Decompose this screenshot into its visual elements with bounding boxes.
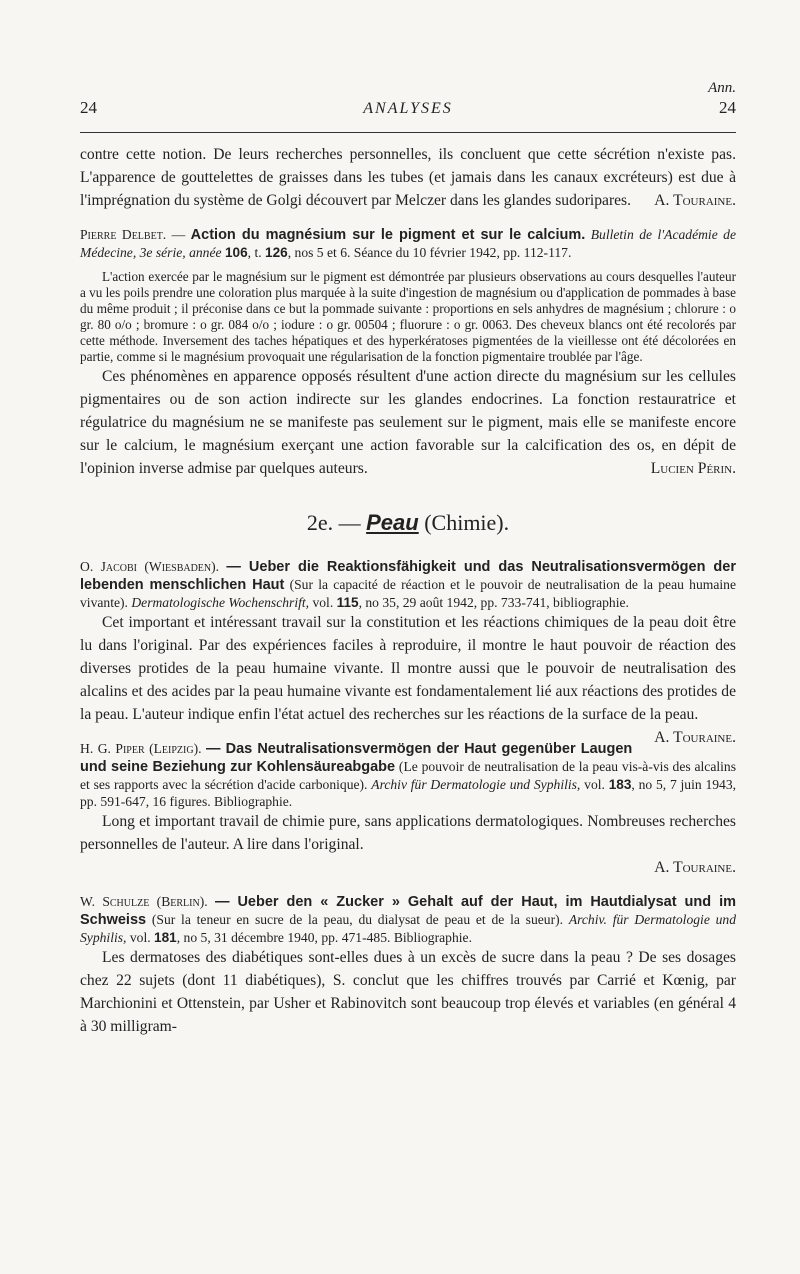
section-subtitle: (Chimie).: [424, 510, 510, 535]
article5-french-title: (Sur la teneur en sucre de la peau, du dialysat de peau et de la sueur).: [151, 912, 564, 927]
article5-citation-rest: , no 5, 31 décembre 1940, pp. 471-485. Bibliographie.: [176, 930, 472, 945]
article5-title: — Ueber den « Zucker » Gehalt auf der Haut, im Hautdialysat und im Schweiss: [80, 894, 736, 928]
article1-body: contre cette notion. De leurs recherches personnelles, ils concluent que cette sécrétion n'existe pas. L'apparence de gouttelettes de graisses dans les tubes (et jamais dans les canaux excréteurs) est due à l'imprégnation du système de Golgi découvert par Melczer dans les glandes sudoripares.: [80, 146, 736, 209]
article3-signature: A. Touraine.: [654, 729, 736, 746]
running-header: [80, 98, 736, 122]
article4-body-text: Long et important travail de chimie pure, sans applications dermatologiques. Nombreuses recherches personnelles de l'auteur. A lire dans l'original.: [80, 813, 736, 853]
article4-citation-rest: , no 5, 7 juin 1943, pp. 591-647, 16 figures. Bibliographie.: [80, 777, 737, 809]
article5-heading: [80, 893, 736, 946]
article5-volume: 181: [154, 930, 177, 945]
page-content: [80, 143, 736, 1038]
article3-volume: 115: [336, 595, 359, 610]
article2-tome: 126: [265, 245, 288, 260]
article5-author: W. Schulze (Berlin).: [80, 894, 208, 909]
page-number-right: 24: [719, 98, 736, 117]
article3-body-text: [80, 611, 736, 746]
article3-author: O. Jacobi (Wiesbaden).: [80, 559, 220, 574]
margin-annotation: Ann.: [708, 80, 736, 96]
running-title: ANALYSES: [363, 100, 453, 117]
header-rule: [80, 132, 736, 133]
section-heading: [80, 510, 736, 536]
article5-body-text: Les dermatoses des diabétiques sont-elles dues à un excès de sucre dans la peau ? De ses dosages chez 22 sujets (dont 11 diabétiques), S. conclut que les chiffres trouvés par Carrié et Kœnig, par Marchionini et Ottenstein, par Usher et Rabinovitch sont beaucoup trop élevés et variables (en général 4 à 30 milligram-: [80, 949, 736, 1035]
article2-tome-label: , t.: [247, 245, 262, 260]
article3-body: Cet important et intéressant travail sur la constitution et les réactions chimiques de la peau doit être lu dans l'original. Par des expériences faciles à reproduire, il montre le haut pouvoir de réaction des diverses protides de la peau humaine vivante. Il montre aussi que le pouvoir de neutralisation des alcalins et des acides par la peau humaine vivante est fondamentalement lié aux réactions des protides de la peau. L'auteur indique enfin l'état actuel des recherches sur les réactions de la surface de la peau.: [80, 614, 736, 723]
article2-signature: Lucien Périn.: [650, 460, 736, 477]
article3-vol-label: vol.: [312, 595, 334, 610]
article3-title: — Ueber die Reaktionsfähigkeit und das Neutralisationsvermögen der lebenden menschlichen Haut: [80, 559, 736, 593]
article2-author: Pierre Delbet.: [80, 227, 167, 242]
article3-french-title: (Sur la capacité de réaction et le pouvoir de neutralisation de la peau humaine vivante).: [80, 577, 736, 610]
section-label: Peau: [366, 510, 419, 535]
article3-journal: Dermatologische Wochenschrift,: [131, 595, 310, 610]
article4-volume: 183: [608, 777, 632, 792]
article4-title: — Das Neutralisationsvermögen der Haut gegenüber Laugen und seine Beziehung zur Kohlensäureabgabe: [80, 741, 633, 775]
article3-heading: [80, 558, 736, 611]
article3-citation-rest: , no 35, 29 août 1942, pp. 733-741, bibliographie.: [358, 595, 629, 610]
page-number-left: 24: [80, 98, 97, 117]
article4-journal: Archiv für Dermatologie und Syphilis,: [371, 777, 581, 792]
article4-heading: [80, 740, 736, 810]
article1-signature: A. Touraine.: [654, 192, 736, 209]
article1-text: [80, 143, 736, 212]
article5-journal: Archiv. für Dermatologie und Syphilis,: [80, 912, 737, 945]
article4-author: H. G. Piper (Leipzig).: [80, 741, 202, 756]
article2-heading: Pierre Delbet. — Action du magnésium sur le pigment et sur le calcium. Bulletin de l'Académie de Médecine, 3e série, année 106, t. 126, nos 5 et 6. Séance du 10 février 1942, pp. 112-117.: [80, 227, 736, 260]
article2-title: Action du magnésium sur le pigment et sur le calcium.: [190, 227, 586, 243]
article2-citation: Bulletin de l'Académie de Médecine, 3e série, année: [80, 227, 736, 260]
article2-citation-rest: , nos 5 et 6. Séance du 10 février 1942, pp. 112-117.: [287, 245, 572, 260]
article4-signature: A. Touraine.: [654, 859, 736, 876]
article2-year-volume: 106: [224, 245, 248, 260]
article5-vol-label: vol.: [129, 930, 151, 945]
article2-small-text: L'action exercée par le magnésium sur le pigment est démontrée par plusieurs observations au cours desquelles l'auteur a vu les poils prendre une coloration plus marquée à la suite d'ingestion de magnésium ou d'application de pommades à base du même produit ; il préconise dans ce but la pommade suivante : proportions en sels anhydres de magnésium ; chlorure : o gr. 80 o/o ; bromure : o gr. 084 o/o ; iodure : o gr. 00504 ; fluorure : o gr. 0063. Des cheveux blancs ont été recolorés par cette méthode. Inversement des taches hépatiques et des hyperkératoses pigmentées de la vieillesse ont été décolorées en partie, comme si le magnésium provoquait une régularisation de la fonction pigmentaire troublée par l'âge.: [80, 269, 736, 364]
article4-french-title: (Le pouvoir de neutralisation de la peau vis-à-vis des alcalins et ses rapports avec la sécrétion d'acide carbonique).: [80, 759, 737, 792]
article2-body: Ces phénomènes en apparence opposés résultent d'une action directe du magnésium sur les cellules pigmentaires ou de son action indirecte sur les glandes endocrines. La fonction restauratrice et régulatrice du magnésium ne se manifeste pas seulement sur le pigment, mais elle se manifeste encore sur le calcium, le magnésium exerçant une action favorable sur la calcification des os, en dépit de l'opinion inverse admise par quelques auteurs.: [80, 368, 736, 477]
article4-vol-label: vol.: [584, 777, 605, 792]
section-number: 2e. —: [306, 510, 361, 535]
article2-body-text: [80, 365, 736, 480]
